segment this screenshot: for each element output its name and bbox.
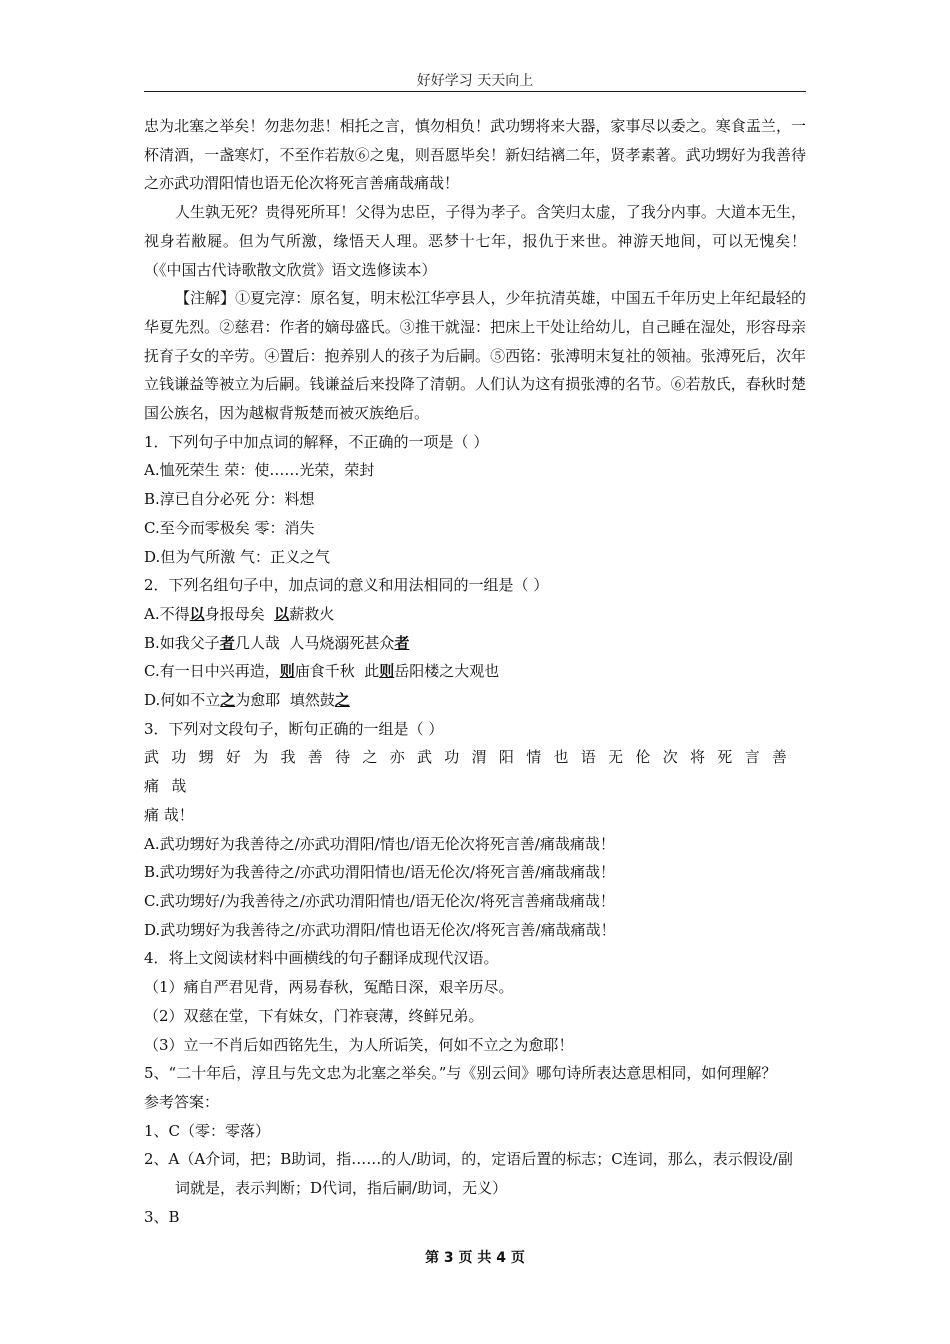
- question-3-text-line-1: 武功甥好为我善待之亦武功渭阳情也语无伦次将死言善痛哉: [144, 748, 800, 796]
- question-3-stem: 3．下列对文段句子，断句正确的一组是（ ）: [144, 719, 444, 738]
- question-1-option-d: D.但为气所激 气：正义之气: [144, 547, 331, 566]
- page-header: 好好学习 天天向上: [416, 73, 534, 89]
- question-3-option-b: B.武功甥好为我善待之/亦武功渭阳情也/语无伦次/将死言善/痛哉痛哉！: [144, 863, 616, 882]
- dotted-word: 以: [189, 604, 205, 623]
- dotted-word: 则: [379, 662, 395, 681]
- question-4-stem: 4．将上文阅读材料中画横线的句子翻译成现代汉语。: [144, 949, 499, 968]
- dotted-word: 之: [220, 691, 236, 710]
- dotted-word: 以: [274, 604, 290, 623]
- answers-title: 参考答案：: [144, 1092, 220, 1111]
- passage-paragraph-1: 忠为北塞之举矣！勿悲勿悲！相托之言，慎勿相负！武功甥将来大器，家事尽以委之。寒食盂兰，一杯清酒，一盏寒灯，不至作若敖⑥之鬼，则吾愿毕矣！新妇结褵二年，贤孝素著。武功甥好为我善待之亦武功渭阳情也语无伦次将死言善痛哉痛哉！: [144, 117, 806, 193]
- question-3-option-c: C.武功甥好/为我善待之/亦武功渭阳情也/语无伦次/将死言善痛哉痛哉！: [144, 891, 615, 910]
- question-2-option-c: C.有一日中兴再造，则庙食千秋 此则岳阳楼之大观也: [144, 662, 500, 681]
- answer-3: 3、B: [144, 1207, 180, 1226]
- header-divider: [144, 91, 806, 92]
- document-body: [144, 112, 806, 1231]
- question-5-stem: 5、“二十年后，淳且与先文忠为北塞之举矣。”与《别云间》哪句诗所表达意思相同，如何理解？: [144, 1064, 777, 1083]
- question-2-stem: 2．下列名组句子中，加点词的意义和用法相同的一组是（ ）: [144, 576, 549, 595]
- question-4-sentence-1: （1）痛自严君见背，两易春秋，冤酷日深，艰辛历尽。: [144, 978, 514, 997]
- question-1-stem: 1．下列句子中加点词的解释，不正确的一项是（ ）: [144, 432, 489, 451]
- dotted-word: 者: [219, 633, 235, 652]
- question-1-option-a: A.恤死荣生 荣：使……光荣，荣封: [144, 461, 375, 480]
- question-2-option-d: D.何如不立之为愈耶 填然鼓之: [144, 691, 350, 710]
- question-4-sentence-3: （3）立一不肖后如西铭先生，为人所诟笑，何如不立之为愈耶！: [144, 1035, 574, 1054]
- answer-1: 1、C（零：零落）: [144, 1121, 271, 1140]
- question-4-sentence-2: （2）双慈在堂，下有妹女，门祚衰薄，终鲜兄弟。: [144, 1006, 484, 1025]
- question-3-text-line-2: 痛 哉！: [144, 805, 194, 824]
- question-3-option-a: A.武功甥好为我善待之/亦武功渭阳/情也/语无伦次将死言善/痛哉痛哉！: [144, 834, 615, 853]
- question-2-option-b: B.如我父子者几人哉 人马烧溺死甚众者: [144, 633, 410, 652]
- answer-2: 2、A（A介词，把；B助词，指……的人/助词，的，定语后置的标志；C连词，那么，表示假设/副词就是，表示判断；D代词，指后嗣/助词，无义）: [144, 1150, 793, 1198]
- dotted-word: 之: [334, 691, 350, 710]
- dotted-word: 则: [279, 662, 295, 681]
- dotted-word: 者: [394, 633, 410, 652]
- question-2-option-a: A.不得以身报母矣 以薪救火: [144, 604, 335, 623]
- passage-paragraph-2: 人生孰无死？贵得死所耳！父得为忠臣，子得为孝子。含笑归太虚，了我分内事。大道本无生，视身若敝屣。但为气所激，缘悟天人理。恶梦十七年，报仇于来世。神游天地间，可以无愧矣！（《中国古代诗歌散文欣赏》语文选修读本）: [144, 203, 806, 279]
- page-number: 第 3 页 共 4 页: [425, 1250, 525, 1266]
- question-3-option-d: D.武功甥好为我善待之/亦武功渭阳/情也语无伦次/将死言善/痛哉痛哉！: [144, 920, 616, 939]
- question-1-option-c: C.至今而零极矣 零：消失: [144, 518, 315, 537]
- question-1-option-b: B.淳已自分必死 分：料想: [144, 490, 315, 509]
- annotation-notes: 【注解】①夏完淳：原名复，明末松江华亭县人，少年抗清英雄，中国五千年历史上年纪最轻的华夏先烈。②慈君：作者的嫡母盛氏。③推干就湿：把床上干处让给幼儿，自己睡在湿处，形容母亲抚育子女的辛劳。④置后：抱养别人的孩子为后嗣。⑤西铭：张溥明末复社的领袖。张溥死后，次年立钱谦益等被立为后嗣。钱谦益后来投降了清朝。人们认为这有损张溥的名节。⑥若敖氏，春秋时楚国公族名，因为越椒背叛楚而被灭族绝后。: [144, 289, 806, 423]
